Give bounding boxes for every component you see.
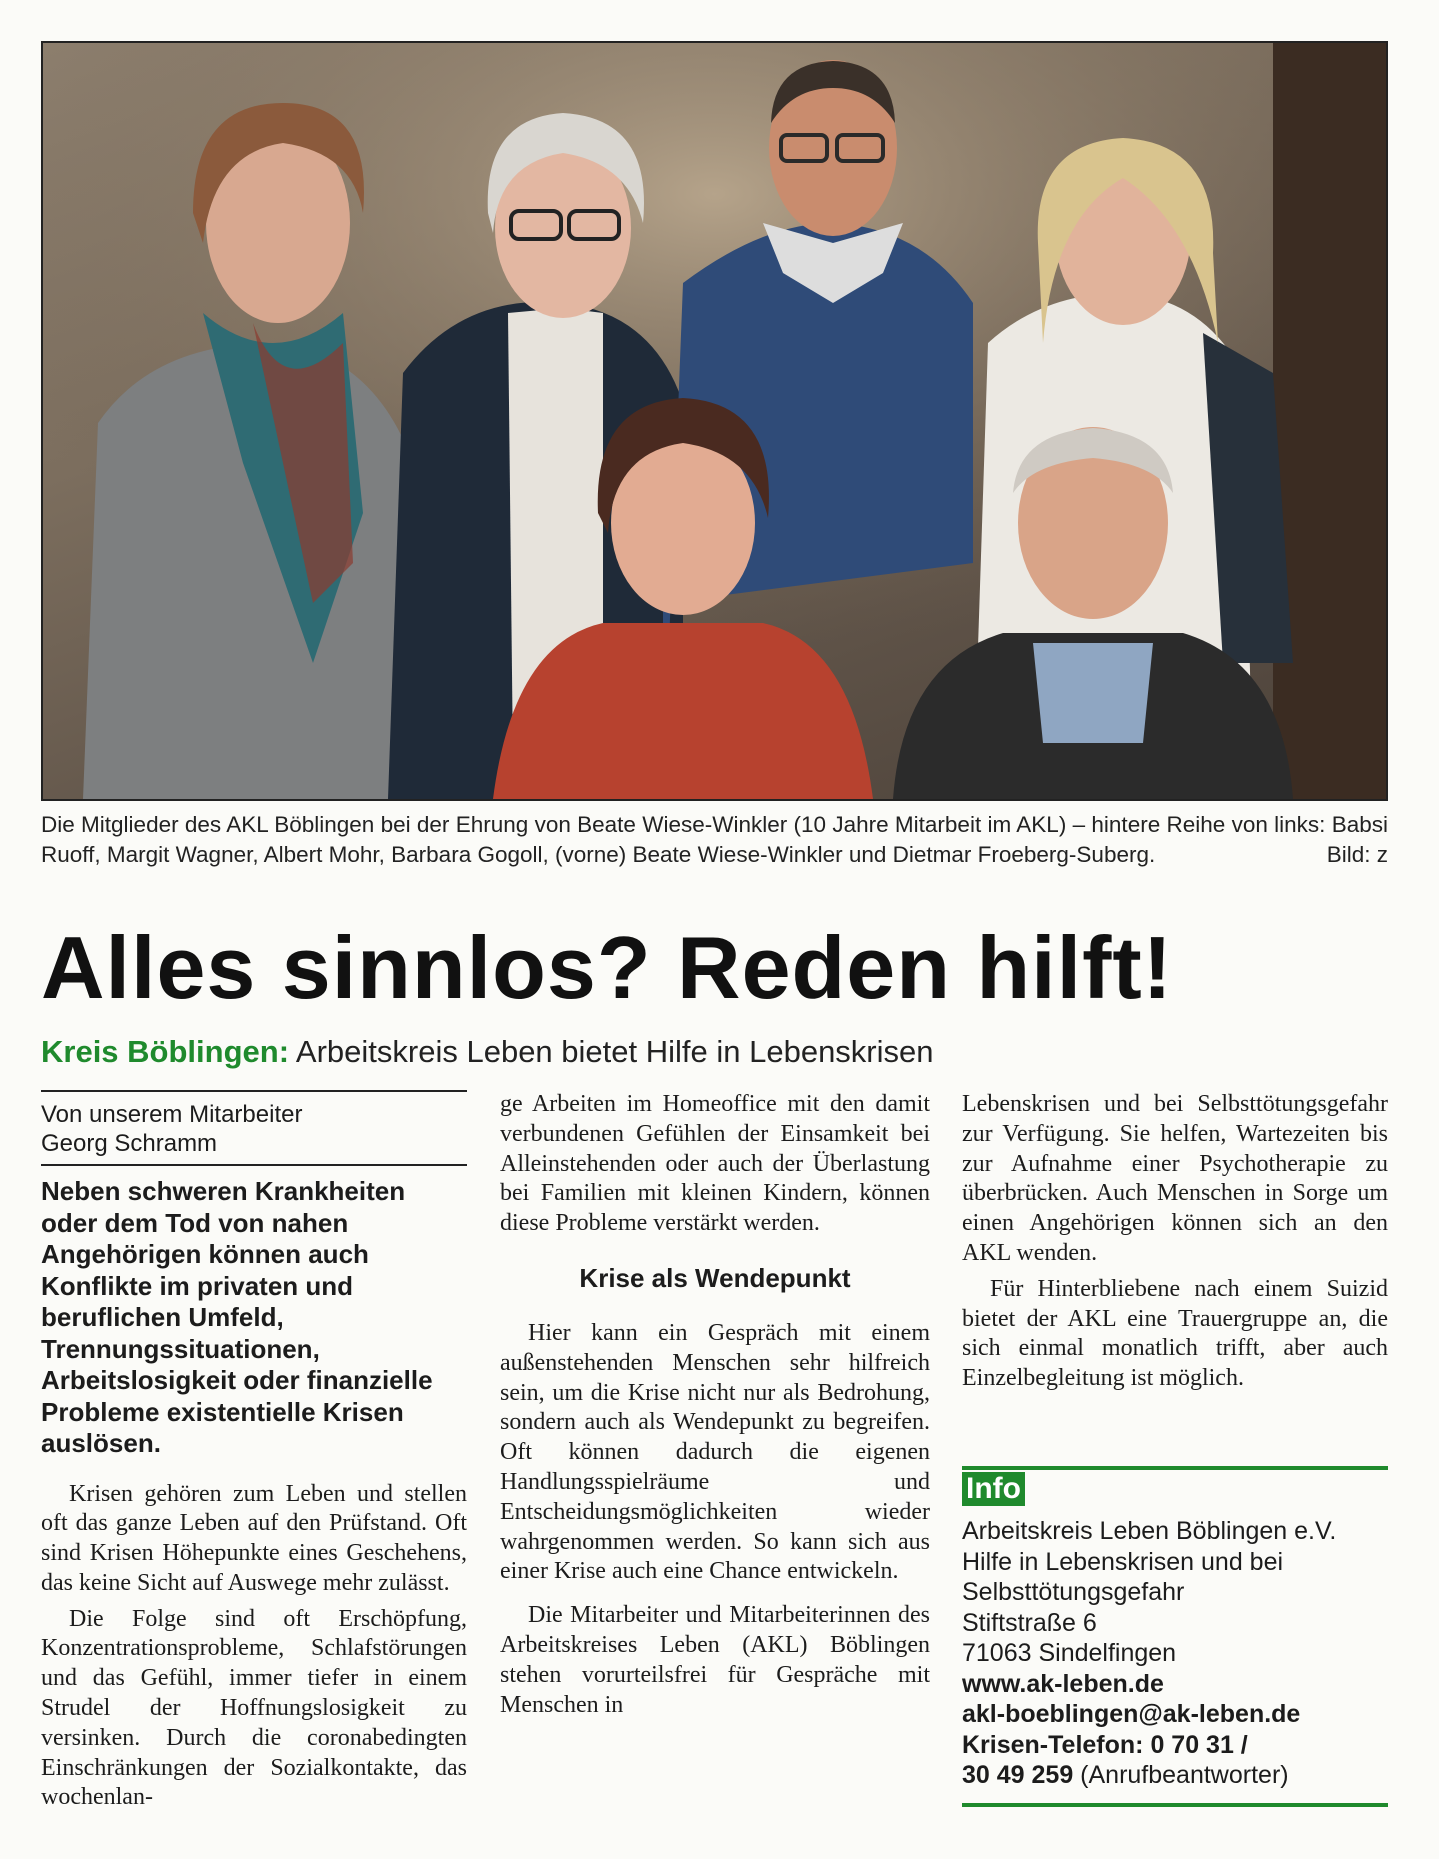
info-street: Stiftstraße 6 — [962, 1608, 1097, 1637]
subhead-text: Arbeitskreis Leben bietet Hilfe in Lebenskrisen — [295, 1034, 934, 1069]
body-paragraph: Für Hinterbliebene nach einem Suizid bietet der AKL eine Trauergruppe an, die sich einmal monatlich trifft, aber auch Einzelbegleitung ist möglich. — [962, 1275, 1388, 1392]
body-text-col1 — [41, 1480, 467, 1814]
byline-author: Georg Schramm — [41, 1130, 218, 1157]
body-text-col2b — [500, 1319, 930, 1720]
caption-text: Die Mitglieder des AKL Böblingen bei der Ehrung von Beate Wiese-Winkler (10 Jahre Mitarbeit im AKL) – hintere Reihe von links: Babsi Ruoff, Margit Wagner, Albert Mohr, Barbara Gogoll, (vorne) Beate Wiese-Winkler und Dietmar Froeberg-Suberg. — [41, 812, 1388, 867]
info-box — [962, 1466, 1388, 1807]
info-purpose-1: Hilfe in Lebenskrisen und bei — [962, 1547, 1284, 1576]
body-paragraph: ge Arbeiten im Homeoffice mit den damit verbundenen Gefühlen der Einsamkeit bei Alleinstehenden oder auch der Überlastung bei Familien mit kleinen Kindern, können diese Probleme verstärkt werden. — [500, 1091, 930, 1237]
subhead-location: Kreis Böblingen: — [41, 1034, 290, 1069]
info-body — [962, 1516, 1388, 1791]
body-text-col3 — [962, 1090, 1388, 1394]
byline-line1: Von unserem Mitarbeiter — [41, 1101, 303, 1128]
group-photo — [41, 41, 1388, 801]
info-org: Arbeitskreis Leben Böblingen e.V. — [962, 1517, 1337, 1545]
info-phone-note: (Anrufbeantworter) — [1080, 1761, 1289, 1789]
body-paragraph: Lebenskrisen und bei Selbsttötungsgefahr zur Verfügung. Sie helfen, Wartezeiten bis zur Aufnahme einer Psychotherapie zu überbrücken. Auch Menschen in Sorge um einen Angehörigen können sich an den AKL wenden. — [962, 1091, 1388, 1266]
body-paragraph: Die Mitarbeiter und Mitarbeiterinnen des Arbeitskreises Leben (AKL) Böblingen stehen vorurteilsfrei für Gespräche mit Menschen in — [500, 1602, 930, 1718]
info-rule-top — [962, 1466, 1388, 1470]
column-1 — [41, 1090, 467, 1813]
info-website-link[interactable]: www.ak-leben.de — [962, 1669, 1164, 1698]
subheadline — [41, 1032, 934, 1072]
info-label: Info — [962, 1472, 1025, 1506]
byline-rule-bottom — [41, 1164, 467, 1166]
byline — [41, 1092, 467, 1164]
body-paragraph: Die Folge sind oft Erschöpfung, Konzentrationsprobleme, Schlafstörungen und das Gefühl, immer tiefer in einem Strudel der Hoffnungslosigkeit zu versinken. Durch die coronabedingten Einschränkungen der Sozialkontakte, das wochenlan- — [41, 1605, 467, 1811]
photo-credit: Bild: z — [1326, 842, 1388, 867]
body-paragraph: Krisen gehören zum Leben und stellen oft das ganze Leben auf den Prüfstand. Oft sind Krisen Höhepunkte eines Geschehens, das keine Sicht auf Auswege mehr zulässt. — [41, 1480, 467, 1596]
info-phone-label: Krisen-Telefon: 0 70 31 / — [962, 1730, 1248, 1759]
headline: Alles sinnlos? Reden hilft! — [41, 918, 1173, 1017]
body-text-col2 — [500, 1090, 930, 1239]
column-2 — [500, 1090, 930, 1720]
info-purpose-2: Selbsttötungsgefahr — [962, 1578, 1185, 1606]
column-3 — [962, 1090, 1388, 1394]
photo-caption — [41, 810, 1388, 870]
body-paragraph: Hier kann ein Gespräch mit einem außenstehenden Menschen sehr hilfreich sein, um die Krise nicht nur als Bedrohung, sondern auch als Wendepunkt zu begreifen. Oft können dadurch die eigenen Handlungsspielräume und Entscheidungsmöglichkeiten wieder wahrgenommen werden. So kann sich aus einer Krise auch eine Chance entwickeln. — [500, 1319, 930, 1585]
info-rule-bottom — [962, 1803, 1388, 1807]
info-city: 71063 Sindelfingen — [962, 1639, 1177, 1667]
lead-paragraph: Neben schweren Krankheiten oder dem Tod von nahen Angehörigen können auch Konflikte im privaten und beruflichen Umfeld, Trennungssituationen, Arbeitslosigkeit oder finanzielle Probleme existentielle Krisen auslösen. — [41, 1176, 433, 1458]
info-phone-number[interactable]: 30 49 259 — [962, 1761, 1074, 1789]
info-email-link[interactable]: akl-boeblingen@ak-leben.de — [962, 1700, 1301, 1728]
crosshead: Krise als Wendepunkt — [579, 1262, 851, 1293]
